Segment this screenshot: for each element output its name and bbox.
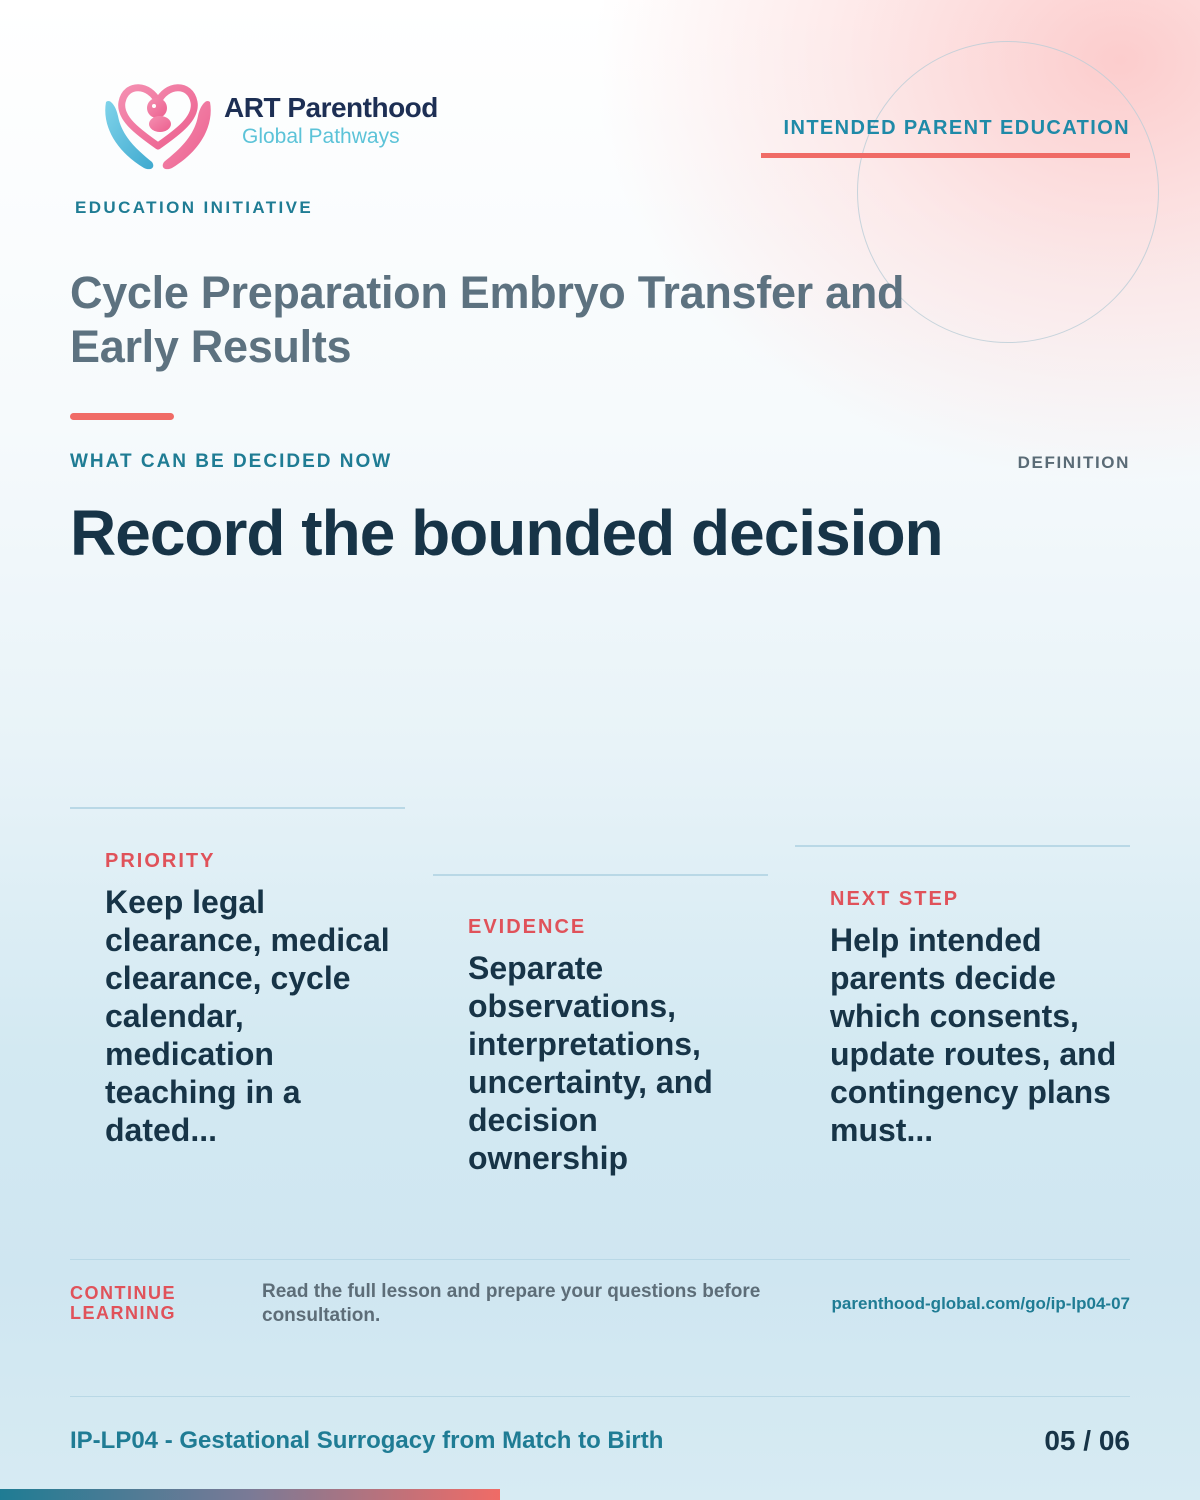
card-body: Keep legal clearance, medical clearance, cycle calendar, medication teaching in a dated... bbox=[105, 884, 390, 1148]
card-divider bbox=[70, 807, 405, 809]
page-number: 05 / 06 bbox=[1044, 1425, 1130, 1456]
course-title: IP-LP04 - Gestational Surrogacy from Match to Birth bbox=[70, 1427, 664, 1454]
card-label: EVIDENCE bbox=[468, 916, 587, 938]
page-headline: Record the bounded decision bbox=[70, 497, 943, 569]
category-label: INTENDED PARENT EDUCATION bbox=[783, 117, 1130, 139]
brand-name: ART Parenthood bbox=[224, 92, 438, 123]
brand-subtitle: Global Pathways bbox=[242, 125, 400, 148]
card-evidence bbox=[433, 874, 768, 1177]
card-priority bbox=[70, 807, 405, 1149]
title-accent-bar bbox=[70, 413, 174, 420]
series-title: Cycle Preparation Embryo Transfer and Early Results bbox=[70, 267, 905, 372]
cta-text: Read the full lesson and prepare your questions before consultation. bbox=[262, 1281, 761, 1326]
card-divider bbox=[433, 874, 768, 876]
card-body: Separate observations, interpretations, uncertainty, and decision ownership bbox=[468, 950, 713, 1176]
card-label: NEXT STEP bbox=[830, 888, 960, 910]
card-label: PRIORITY bbox=[105, 850, 216, 872]
card-body: Help intended parents decide which consents, update routes, and contingency plans must... bbox=[830, 922, 1117, 1148]
progress-bar bbox=[0, 1489, 1200, 1500]
category-underline bbox=[761, 153, 1130, 158]
cta-divider bbox=[70, 1259, 1130, 1260]
heart-hands-baby-icon bbox=[100, 72, 216, 172]
card-divider bbox=[795, 845, 1130, 847]
card-next-step bbox=[795, 845, 1130, 1149]
section-tag: DEFINITION bbox=[1017, 453, 1130, 472]
section-label: WHAT CAN BE DECIDED NOW bbox=[70, 451, 393, 472]
lesson-link[interactable]: parenthood-global.com/go/ip-lp04-07 bbox=[831, 1294, 1130, 1313]
progress-fill bbox=[0, 1489, 500, 1500]
cta-label: CONTINUE LEARNING bbox=[70, 1283, 176, 1323]
footer-divider bbox=[70, 1396, 1130, 1397]
initiative-label: EDUCATION INITIATIVE bbox=[75, 198, 314, 217]
